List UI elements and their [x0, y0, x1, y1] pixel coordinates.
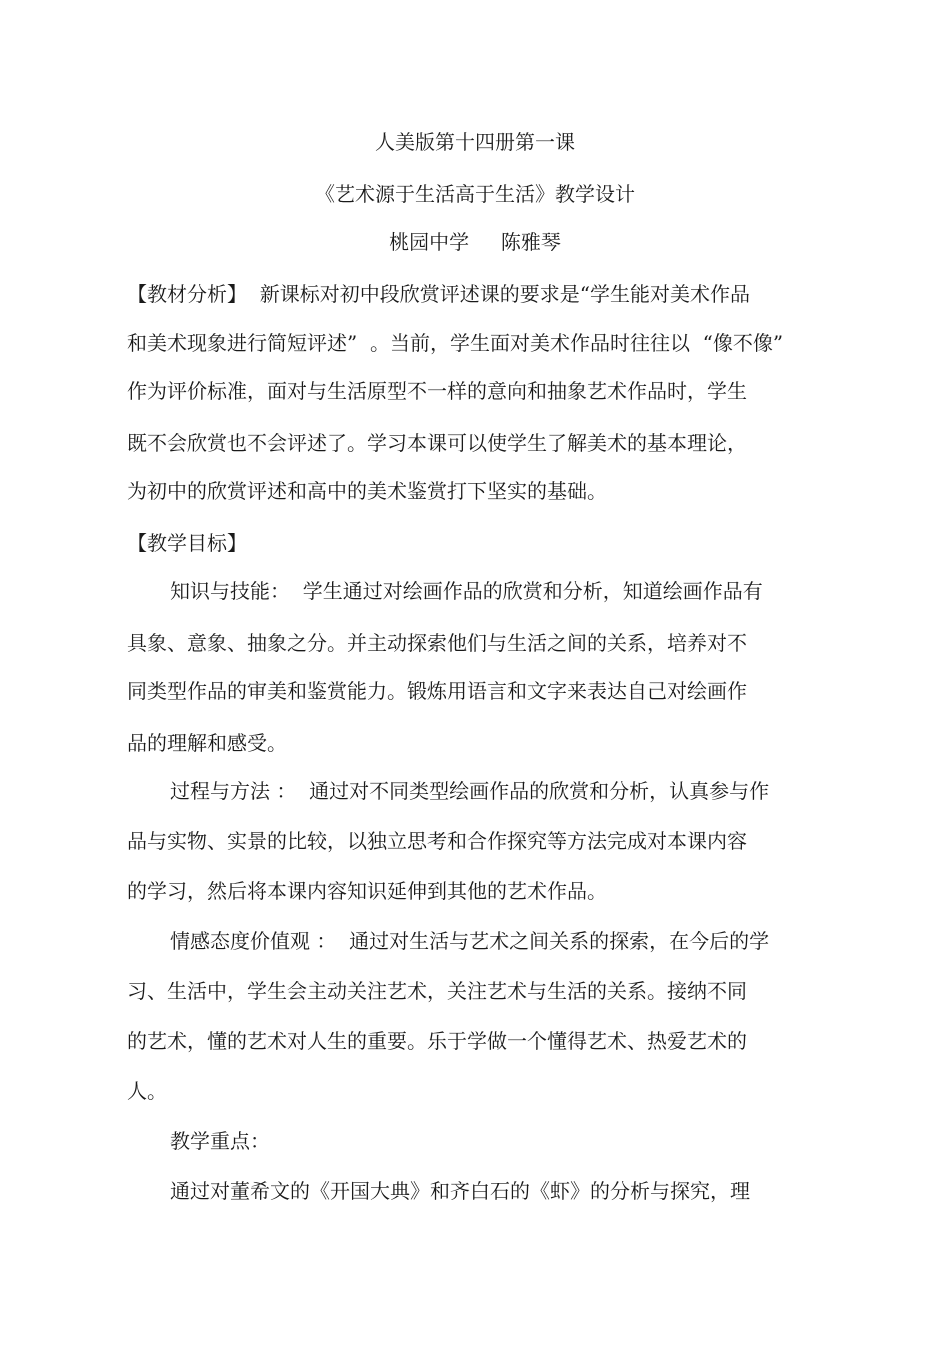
text-line: 为初中的欣赏评述和高中的美术鉴赏打下坚实的基础。	[127, 479, 607, 503]
text-line: 知识与技能： 学生通过对绘画作品的欣赏和分析，知道绘画作品有	[170, 579, 763, 603]
section-heading: 【教学目标】	[127, 531, 247, 555]
document-title: 人美版第十四册第一课	[375, 130, 575, 154]
document-author: 桃园中学 陈雅琴	[389, 230, 561, 254]
text-line: 的学习，然后将本课内容知识延伸到其他的艺术作品。	[127, 879, 607, 903]
text-line: 既不会欣赏也不会评述了。学习本课可以使学生了解美术的基本理论，	[127, 431, 747, 455]
text-line: 习、生活中，学生会主动关注艺术，关注艺术与生活的关系。接纳不同	[127, 979, 747, 1003]
text-line: 人。	[127, 1079, 167, 1103]
text-line: 作为评价标准，面对与生活原型不一样的意向和抽象艺术作品时，学生	[127, 379, 747, 403]
text-line: 的艺术，懂的艺术对人生的重要。乐于学做一个懂得艺术、热爱艺术的	[127, 1029, 747, 1053]
text-line: 具象、意象、抽象之分。并主动探索他们与生活之间的关系，培养对不	[127, 631, 747, 655]
section-heading: 教学重点：	[170, 1129, 270, 1153]
text-line: 同类型作品的审美和鉴赏能力。锻炼用语言和文字来表达自己对绘画作	[127, 679, 747, 703]
text-line: 情感态度价值观 ： 通过对生活与艺术之间关系的探索，在今后的学	[170, 929, 770, 953]
text-line: 品的理解和感受。	[127, 731, 287, 755]
text-line: 品与实物、实景的比较，以独立思考和合作探究等方法完成对本课内容	[127, 829, 747, 853]
text-line: 和美术现象进行简短评述” 。当前，学生面对美术作品时往往以 “像不像”	[127, 331, 784, 355]
document-subtitle: 《艺术源于生活高于生活》教学设计	[315, 182, 635, 206]
text-line: 【教材分析】 新课标对初中段欣赏评述课的要求是“学生能对美术作品	[127, 282, 750, 306]
text-line: 通过对董希文的《开国大典》和齐白石的《虾》的分析与探究，理	[170, 1179, 750, 1203]
text-line: 过程与方法 ： 通过对不同类型绘画作品的欣赏和分析，认真参与作	[170, 779, 770, 803]
